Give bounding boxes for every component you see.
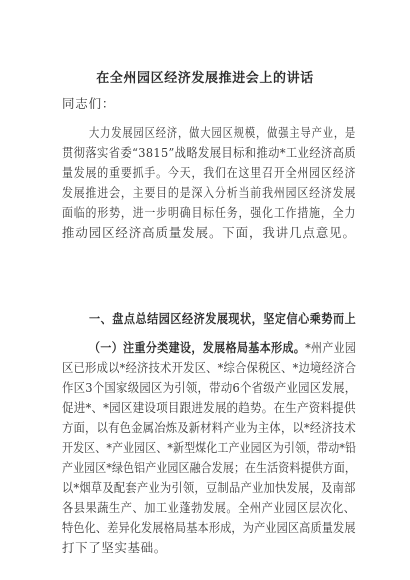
intro-line: 发展推进会，主要目的是深入分析当前我州园区经济发展 xyxy=(62,185,357,200)
salutation: 同志们： xyxy=(62,96,116,111)
body-line: 打下了坚实基础。 xyxy=(62,540,167,555)
intro-line: 推动园区经济高质量发展。下面，我讲几点意见。 xyxy=(62,225,356,240)
document-title: 在全州园区经济发展推进会上的讲话 xyxy=(96,71,314,86)
intro-line: 大力发展园区经济，做大园区规模，做强主导产业，是 xyxy=(89,125,357,140)
body-line: 方面，以有色金属冶炼及新材料产业为主体，以*经济技术 xyxy=(62,420,356,435)
intro-line: 量发展的重要抓手。今天，我们在这里召开全州园区经济 xyxy=(62,165,357,180)
intro-line: 贯彻落实省委“3815”战略发展目标和推动*工业经济高质 xyxy=(62,145,356,160)
body-line: 作区3个国家级园区为引领，带动6个省级产业园区发展， xyxy=(62,380,357,395)
body-line: *州产业园 xyxy=(305,340,357,355)
body-line: 促进*、*园区建设项目跟进发展的趋势。在生产资料提供 xyxy=(62,400,356,415)
body-line: 特色化、差异化发展格局基本形成，为产业园区高质量发展 xyxy=(62,520,356,535)
sub-heading: （一）注重分类建设，发展格局基本形成。 xyxy=(89,340,306,355)
body-line: 产业园区*绿色铝产业园区融合发展；在生活资料提供方面， xyxy=(62,460,356,475)
body-line: 各县果蔬生产、加工业蓬勃发展。全州产业园区层次化、 xyxy=(62,500,356,515)
body-line: 开发区、*产业园区、*新型煤化工产业园区为引领，带动*铅 xyxy=(62,440,357,455)
sub-heading-line xyxy=(89,338,356,356)
intro-line: 面临的形势，进一步明确目标任务，强化工作措施，全力 xyxy=(62,205,357,220)
section-heading: 一、盘点总结园区经济发展现状，坚定信心乘势而上 xyxy=(89,311,357,326)
body-line: 以*烟草及配套产业为引领，豆制品产业加快发展，及南部 xyxy=(62,480,356,495)
body-line: 区已形成以*经济技术开发区、*综合保税区、*边境经济合 xyxy=(62,360,357,375)
